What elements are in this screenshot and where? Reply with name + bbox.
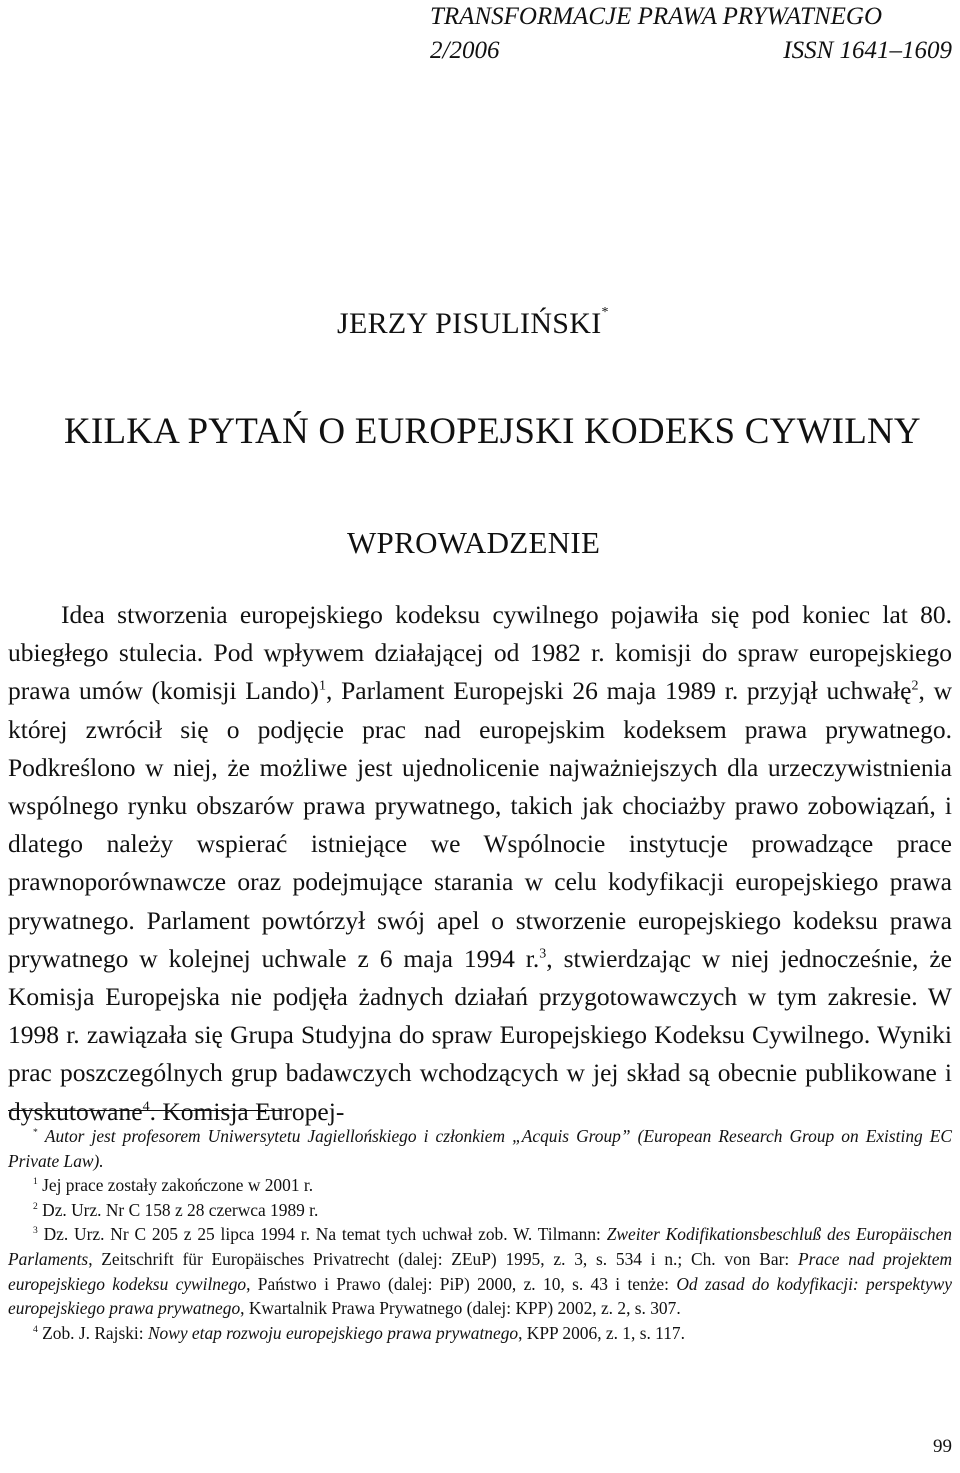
author-name: [337, 307, 609, 341]
cited-title: Od zasad do kodyfikacji: perspektywy europejskiego prawa prywatnego: [8, 1273, 953, 1319]
journal-title: TRANSFORMACJE PRAWA PRYWATNEGO: [430, 3, 883, 30]
footnote-mark: 1: [33, 1176, 38, 1188]
footnote-ref-3: 3: [539, 946, 547, 962]
body-text-segment: . Komisja Europej-: [149, 1096, 345, 1126]
section-heading: WPROWADZENIE: [347, 525, 601, 560]
issue-number: 2/2006: [430, 37, 500, 64]
footnote-author: [8, 1124, 952, 1173]
body-text: [8, 596, 952, 1131]
footnote-separator: [8, 1110, 284, 1111]
body-text-segment: Idea stworzenia europejskiego kodeksu cywilnego pojawiła się pod koniec lat 80. ubiegłego stulecia. Pod wpływem działającej od 1982 r. komisji do spraw europejskiego prawa umów (komisji Lando): [8, 600, 952, 706]
footnote-3: [8, 1222, 952, 1320]
author-name-text: JERZY PISULIŃSKI: [337, 307, 602, 340]
body-text-segment: , stwierdzając w niej jednocześnie, że Komisja Europejska nie podjęła żadnych działań przygotowawczych w tym zakresie. W 1998 r. zawiązała się Grupa Studyjna do spraw Europejskiego Kodeksu Cywilnego. Wyniki prac poszczególnych grup badawczych wchodzących w jej skład są obecnie publikowane i dyskutowane: [8, 943, 952, 1126]
footnote-text: Autor jest profesorem Uniwersytetu Jagiellońskiego i członkiem „Acquis Group” (European Research Group on Existing EC Private Law).: [8, 1126, 952, 1171]
cited-title: Prace nad projektem europejskiego kodeksu cywilnego: [8, 1248, 953, 1294]
footnote-mark: 3: [33, 1225, 38, 1237]
paragraph: [8, 596, 952, 1131]
footnote-text: , Kwartalnik Prawa Prywatnego (dalej: KPP) 2002, z. 2, s. 307.: [240, 1298, 681, 1319]
footnote-text: Dz. Urz. Nr C 205 z 25 lipca 1994 r. Na temat tych uchwał zob. W. Tilmann:: [43, 1224, 607, 1245]
body-text-segment: , w której zwrócił się o podjęcie prac nad europejskim kodeksem prawa prywatnego. Podkreślono w niej, że możliwe jest ujednolicenie najważniejszych dla urzeczywistnienia wspólnego rynku obszarów prawa prywatnego, takich jak chociażby prawo zobowiązań, i dlatego należy wspierać istniejące we Wspólnocie instytucje prowadzące prace prawnoporównawcze oraz podejmujące starania w celu kodyfikacji europejskiego prawa prywatnego. Parlament powtórzył swój apel o stworzenie europejskiego kodeksu prawa prywatnego w kolejnej uchwale z 6 maja 1994 r.: [8, 676, 952, 973]
footnote-text: , Zeitschrift für Europäisches Privatrecht (dalej: ZEuP) 1995, z. 3, s. 534 i n.; Ch. von Bar:: [88, 1248, 798, 1269]
footnote-ref-2: 2: [911, 678, 919, 694]
footnote-1: [8, 1173, 952, 1198]
running-header: [430, 0, 952, 68]
footnote-mark: 4: [33, 1323, 38, 1335]
footnote-2: [8, 1198, 952, 1223]
issn: ISSN 1641–1609: [783, 37, 952, 64]
article-title: KILKA PYTAŃ O EUROPEJSKI KODEKS CYWILNY: [64, 411, 921, 452]
cited-title: Zweiter Kodifikationsbeschluß des Europäischen Parlaments: [8, 1224, 952, 1269]
issue-line: [430, 34, 952, 68]
footnote-text: Zob. J. Rajski:: [42, 1322, 148, 1343]
footnote-mark: *: [33, 1127, 38, 1139]
body-text-segment: , Parlament Europejski 26 maja 1989 r. przyjął uchwałę: [325, 676, 912, 706]
page-number: 99: [933, 1436, 952, 1457]
footnote-mark: 2: [33, 1200, 38, 1212]
cited-title: Nowy etap rozwoju europejskiego prawa prywatnego: [147, 1322, 519, 1343]
author-footnote-mark: *: [601, 305, 609, 320]
footnote-ref-1: 1: [318, 678, 326, 694]
footnotes: [8, 1124, 952, 1345]
footnote-text: , KPP 2006, z. 1, s. 117.: [518, 1322, 685, 1343]
footnote-text: Jej prace zostały zakończone w 2001 r.: [42, 1175, 314, 1196]
footnote-4: [8, 1321, 952, 1346]
footnote-text: Dz. Urz. Nr C 158 z 28 czerwca 1989 r.: [42, 1199, 319, 1220]
footnote-text: , Państwo i Prawo (dalej: PiP) 2000, z. 10, s. 43 i tenże:: [246, 1273, 677, 1294]
footnote-ref-4: 4: [142, 1099, 150, 1115]
